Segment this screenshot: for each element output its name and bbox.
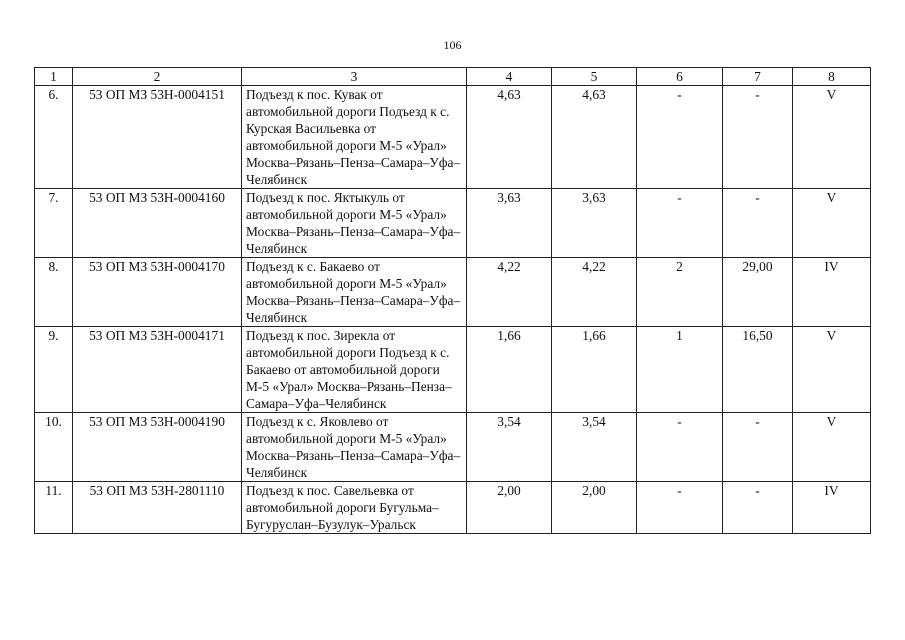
cell-col5: 1,66 <box>552 327 637 413</box>
cell-col8: V <box>793 86 871 189</box>
column-header: 2 <box>73 68 242 86</box>
cell-col8: V <box>793 327 871 413</box>
cell-col4: 3,54 <box>467 413 552 482</box>
column-header: 3 <box>242 68 467 86</box>
road-code: 53 ОП МЗ 53Н-0004190 <box>73 413 242 482</box>
table-row <box>35 413 871 482</box>
header-row <box>35 68 871 86</box>
row-number: 6. <box>35 86 73 189</box>
cell-col7: - <box>723 413 793 482</box>
cell-col4: 3,63 <box>467 189 552 258</box>
table-row <box>35 86 871 189</box>
cell-col6: 2 <box>637 258 723 327</box>
table-row <box>35 482 871 534</box>
cell-col6: 1 <box>637 327 723 413</box>
cell-col7: 29,00 <box>723 258 793 327</box>
cell-col5: 3,63 <box>552 189 637 258</box>
column-header: 4 <box>467 68 552 86</box>
road-code: 53 ОП МЗ 53Н-0004170 <box>73 258 242 327</box>
road-code: 53 ОП МЗ 53Н-0004160 <box>73 189 242 258</box>
road-code: 53 ОП МЗ 53Н-0004171 <box>73 327 242 413</box>
column-header: 8 <box>793 68 871 86</box>
row-number: 7. <box>35 189 73 258</box>
page-number: 106 <box>443 38 462 52</box>
roads-table <box>34 67 871 534</box>
cell-col6: - <box>637 413 723 482</box>
column-header: 6 <box>637 68 723 86</box>
road-name: Подъезд к с. Яковлево от автомобильной дороги М-5 «Урал» Москва–Рязань–Пенза–Самара–Уфа–Челябинск <box>242 413 467 482</box>
cell-col5: 3,54 <box>552 413 637 482</box>
row-number: 9. <box>35 327 73 413</box>
cell-col8: V <box>793 189 871 258</box>
table-row <box>35 258 871 327</box>
road-name: Подъезд к пос. Савельевка от автомобильной дороги Бугульма–Бугуруслан–Бузулук–Уральск <box>242 482 467 534</box>
road-name: Подъезд к пос. Яктыкуль от автомобильной дороги М-5 «Урал» Москва–Рязань–Пенза–Самара–Уфа–Челябинск <box>242 189 467 258</box>
row-number: 10. <box>35 413 73 482</box>
column-header: 7 <box>723 68 793 86</box>
cell-col7: - <box>723 482 793 534</box>
column-header: 1 <box>35 68 73 86</box>
table-row <box>35 189 871 258</box>
cell-col4: 2,00 <box>467 482 552 534</box>
column-header: 5 <box>552 68 637 86</box>
cell-col8: IV <box>793 482 871 534</box>
cell-col4: 4,63 <box>467 86 552 189</box>
cell-col7: - <box>723 189 793 258</box>
cell-col5: 4,63 <box>552 86 637 189</box>
cell-col6: - <box>637 86 723 189</box>
road-name: Подъезд к с. Бакаево от автомобильной дороги М-5 «Урал» Москва–Рязань–Пенза–Самара–Уфа–Челябинск <box>242 258 467 327</box>
cell-col4: 1,66 <box>467 327 552 413</box>
cell-col7: - <box>723 86 793 189</box>
cell-col6: - <box>637 189 723 258</box>
road-name: Подъезд к пос. Кувак от автомобильной дороги Подъезд к с. Курская Васильевка от автомобильной дороги М-5 «Урал» Москва–Рязань–Пенза–Самара–Уфа–Челябинск <box>242 86 467 189</box>
road-code: 53 ОП МЗ 53Н-2801110 <box>73 482 242 534</box>
road-name: Подъезд к пос. Зирекла от автомобильной дороги Подъезд к с. Бакаево от автомобильной дороги М-5 «Урал» Москва–Рязань–Пенза–Самара–Уфа–Челябинск <box>242 327 467 413</box>
road-code: 53 ОП МЗ 53Н-0004151 <box>73 86 242 189</box>
row-number: 11. <box>35 482 73 534</box>
cell-col4: 4,22 <box>467 258 552 327</box>
cell-col5: 2,00 <box>552 482 637 534</box>
row-number: 8. <box>35 258 73 327</box>
cell-col7: 16,50 <box>723 327 793 413</box>
cell-col5: 4,22 <box>552 258 637 327</box>
cell-col6: - <box>637 482 723 534</box>
cell-col8: V <box>793 413 871 482</box>
table-row <box>35 327 871 413</box>
cell-col8: IV <box>793 258 871 327</box>
